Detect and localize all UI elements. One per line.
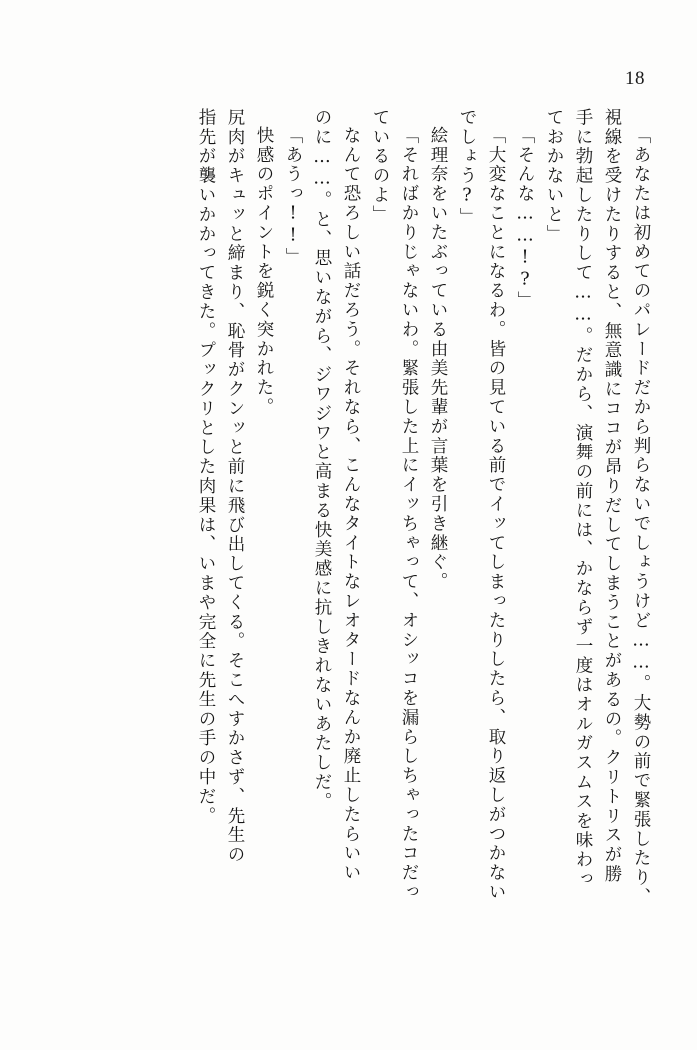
vertical-text-block [64,108,649,988]
text-line: 絵理奈をいたぶっている由美先輩が言葉を引き継ぐ。 [428,126,448,592]
text-line: 手に勃起したりして……。だから、演舞の前には、かならず一度はオルガスムスを味わっ [573,108,593,889]
text-line: のに……。と、思いながら、ジワジワと高まる快美感に抗しきれないあたしだ。 [312,108,332,812]
text-line: ておかないと」 [544,108,564,244]
text-line: 快感のポイントを鋭く突かれた。 [254,126,274,417]
text-line: 「そればかりじゃないわ。緊張した上にイッちゃって、オシッコを漏らしちゃったコだっ [399,126,419,902]
text-line: 「大変なことになるわ。皆の見ている前でイッてしまったりしたら、取り返しがつかない [486,126,506,902]
page-number: 18 [625,68,645,89]
text-line: 視線を受けたりすると、無意識にココが昂りだしてしまうことがあるの。クリトリスが勝 [602,108,622,884]
text-line: 「そんな……!?」 [515,126,535,311]
text-line: 尻肉がキュッと締まり、恥骨がクンッと前に飛び出してくる。そこへすかさず、先生の [225,108,245,865]
text-line: 「あなたは初めてのパレードだから判らないでしょうけど……。大勢の前で緊張したり、 [631,126,651,907]
text-line: でしょう?」 [457,108,477,227]
text-line: 「あうっ!!」 [283,126,303,267]
text-line: なんて恐ろしい話だろう。それなら、こんなタイトなレオタードなんか廃止したらいい [341,126,361,883]
text-line: ているのよ」 [370,108,390,225]
text-line: 指先が襲いかかってきた。プックリとした肉果は、いまや完全に先生の手の中だ。 [196,108,216,826]
